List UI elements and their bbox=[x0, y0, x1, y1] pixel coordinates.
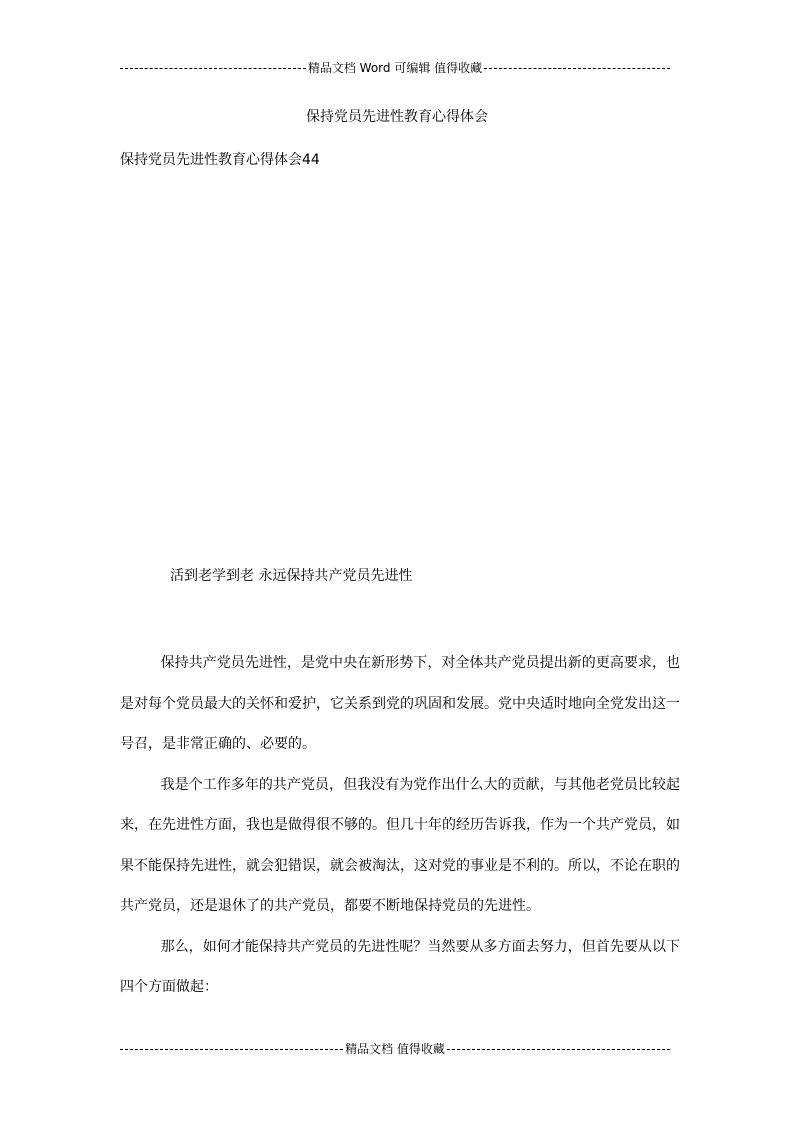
header-dash-left bbox=[120, 68, 306, 69]
footer-dash-left bbox=[120, 1049, 343, 1050]
essay-heading: 活到老学到老 永远保持共产党员先进性 bbox=[170, 568, 413, 584]
paragraph: 我是个工作多年的共产党员，但我没有为党作出什么大的贡献，与其他老党员比较起来，在先进性方面，我也是做得很不够的。但几十年的经历告诉我，作为一个共产党员，如果不能保持先进性，就会犯错误，就会被淘汰，这对党的事业是不利的。所以，不论在职的共产党员，还是退休了的共产党员，都要不断地保持党员的先进性。 bbox=[120, 776, 680, 914]
paragraph: 保持共产党员先进性，是党中央在新形势下，对全体共产党员提出新的更高要求，也是对每个党员最大的关怀和爱护，它关系到党的巩固和发展。党中央适时地向全党发出这一号召，是非常正确的、必要的。 bbox=[120, 655, 680, 752]
document-subtitle: 保持党员先进性教育心得体会44 bbox=[120, 152, 320, 168]
page-footer bbox=[120, 1041, 670, 1057]
document-title: 保持党员先进性教育心得体会 bbox=[306, 109, 488, 125]
header-text: 精品文档 Word 可编辑 值得收藏 bbox=[307, 61, 483, 75]
body-text bbox=[120, 643, 680, 1008]
footer-text: 精品文档 值得收藏 bbox=[345, 1042, 445, 1056]
header-dash-right bbox=[484, 68, 670, 69]
footer-dash-right bbox=[447, 1049, 670, 1050]
paragraph: 那么，如何才能保持共产党员的先进性呢？当然要从多方面去努力，但首先要从以下四个方面做起： bbox=[120, 938, 680, 995]
page-header bbox=[120, 60, 670, 76]
